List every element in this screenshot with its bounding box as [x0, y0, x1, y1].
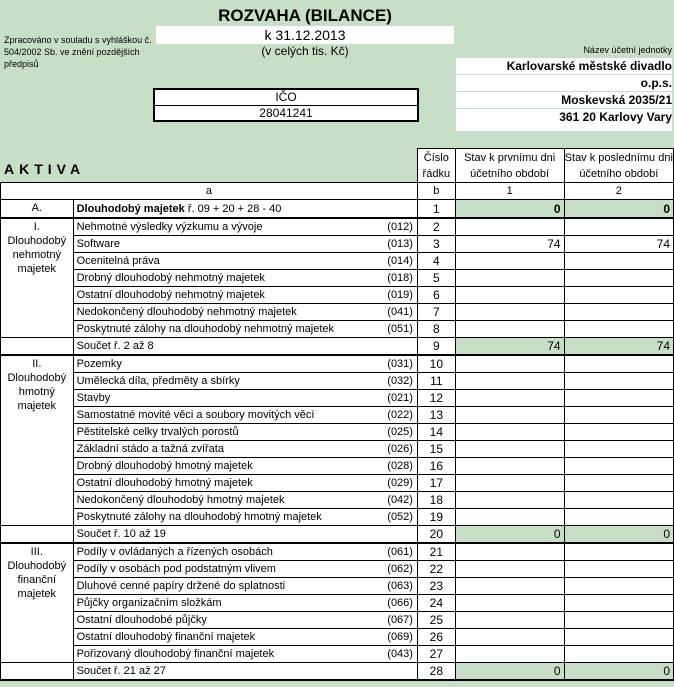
- row-number: 20: [417, 526, 455, 544]
- table-row: [1, 373, 674, 390]
- row-label: Základní stádo a tažná zvířata: [76, 443, 224, 455]
- account-code: (063): [387, 580, 413, 592]
- account-code: (025): [387, 426, 413, 438]
- row-number: 2: [417, 218, 455, 236]
- row-label: Pořizovaný dlouhodobý finanční majetek: [76, 648, 275, 660]
- row-label: Nehmotné výsledky výzkumu a vývoje: [76, 221, 263, 233]
- table-row: [1, 578, 674, 595]
- account-code: (021): [387, 392, 413, 404]
- value-first-day: [455, 475, 564, 492]
- value-last-day: [564, 424, 673, 441]
- table-row: [1, 355, 674, 373]
- account-code: (051): [387, 323, 413, 335]
- value-last-day: [564, 253, 673, 270]
- value-first-day: [455, 612, 564, 629]
- row-name: [73, 338, 417, 356]
- section-name: Dlouhodobý hmotný majetek: [7, 372, 67, 412]
- value-first-day: [455, 424, 564, 441]
- value-first-day: [455, 629, 564, 646]
- row-name: [73, 458, 417, 475]
- table-row: [1, 561, 674, 578]
- account-code: (028): [387, 460, 413, 472]
- value-first-day: 0: [455, 663, 564, 681]
- value-last-day: 0: [564, 200, 673, 219]
- account-code: (061): [387, 546, 413, 558]
- row-number: 9: [417, 338, 455, 356]
- row-name: [73, 475, 417, 492]
- org-address-line: Moskevská 2035/21: [456, 91, 672, 109]
- value-last-day: 74: [564, 236, 673, 253]
- table-row: [1, 458, 674, 475]
- row-label: Umělecká díla, předměty a sbírky: [76, 375, 240, 387]
- row-number: 3: [417, 236, 455, 253]
- row-name: [73, 424, 417, 441]
- value-first-day: [455, 509, 564, 526]
- table-row: [1, 441, 674, 458]
- account-code: (042): [387, 494, 413, 506]
- value-first-day: [455, 270, 564, 287]
- col-first-day-header: Stav k prvnímu dni účetního období: [455, 149, 564, 183]
- row-label: Nedokončený dlouhodobý nehmotný majetek: [76, 306, 297, 318]
- org-name-line: o.p.s.: [456, 74, 672, 92]
- row-label: Ostatní dlouhodobý finanční majetek: [76, 631, 256, 643]
- table-row: [1, 424, 674, 441]
- table-row: [1, 270, 674, 287]
- value-last-day: [564, 270, 673, 287]
- row-name: [73, 287, 417, 304]
- row-number: 27: [417, 646, 455, 663]
- value-last-day: [564, 543, 673, 561]
- row-number: 18: [417, 492, 455, 509]
- table-row: [1, 287, 674, 304]
- row-number: 5: [417, 270, 455, 287]
- row-label: Součet ř. 21 až 27: [76, 665, 166, 677]
- sum-spacer: [1, 338, 74, 356]
- row-label: Nedokončený dlouhodobý hmotný majetek: [76, 494, 285, 506]
- row-number: 6: [417, 287, 455, 304]
- table-row: [1, 200, 674, 219]
- value-last-day: [564, 612, 673, 629]
- row-name: [73, 543, 417, 561]
- value-first-day: [455, 441, 564, 458]
- value-last-day: [564, 492, 673, 509]
- org-address-line: 361 20 Karlovy Vary: [456, 108, 672, 131]
- value-last-day: [564, 407, 673, 424]
- col-last-day-header: Stav k poslednímu dni účetního období: [564, 149, 673, 183]
- value-first-day: [455, 373, 564, 390]
- value-last-day: [564, 218, 673, 236]
- value-first-day: [455, 561, 564, 578]
- table-row: [1, 475, 674, 492]
- row-name: [73, 407, 417, 424]
- ico-box: [153, 88, 419, 122]
- account-code: (041): [387, 306, 413, 318]
- row-label: Ocenitelná práva: [76, 255, 160, 267]
- row-number: 28: [417, 663, 455, 681]
- account-code: (012): [387, 221, 413, 233]
- value-last-day: [564, 321, 673, 338]
- row-name: [73, 218, 417, 236]
- report-units: (v celých tis. Kč): [261, 44, 349, 58]
- account-code: (014): [387, 255, 413, 267]
- row-name: [73, 509, 417, 526]
- row-number: 4: [417, 253, 455, 270]
- section-number: A.: [31, 202, 42, 214]
- ico-label: IČO: [155, 90, 417, 106]
- account-code: (067): [387, 614, 413, 626]
- section-label-a: [1, 200, 74, 219]
- table-row: [1, 218, 674, 236]
- row-number: 21: [417, 543, 455, 561]
- row-label: Podíly v ovládaných a řízených osobách: [76, 546, 273, 558]
- col-a-label: a: [1, 183, 418, 200]
- account-code: (043): [387, 648, 413, 660]
- sum-spacer: [1, 663, 74, 681]
- section-name: Dlouhodobý nehmotný majetek: [7, 235, 67, 275]
- value-first-day: [455, 355, 564, 373]
- value-first-day: [455, 321, 564, 338]
- section-number: I.: [33, 221, 40, 233]
- row-label: Drobný dlouhodobý nehmotný majetek: [76, 272, 265, 284]
- row-number: 10: [417, 355, 455, 373]
- account-code: (062): [387, 563, 413, 575]
- table-row: [1, 526, 674, 544]
- value-last-day: [564, 509, 673, 526]
- row-name: [73, 321, 417, 338]
- value-last-day: 74: [564, 338, 673, 356]
- row-number: 23: [417, 578, 455, 595]
- value-last-day: [564, 629, 673, 646]
- value-last-day: [564, 355, 673, 373]
- account-code: (069): [387, 631, 413, 643]
- org-name-line: Karlovarské městské divadlo: [456, 57, 672, 75]
- row-name: [73, 646, 417, 663]
- table-row: [1, 663, 674, 681]
- row-label: Poskytnuté zálohy na dlouhodobý nehmotný majetek: [76, 323, 335, 335]
- value-first-day: [455, 646, 564, 663]
- row-name: [73, 200, 417, 219]
- row-number: 1: [417, 200, 455, 219]
- section-label-i: [1, 218, 74, 338]
- row-label: Ostatní dlouhodobé půjčky: [76, 614, 207, 626]
- table-row: [1, 509, 674, 526]
- row-number: 7: [417, 304, 455, 321]
- header-spacer: [1, 149, 418, 183]
- row-label: Drobný dlouhodobý hmotný majetek: [76, 460, 253, 472]
- row-name: [73, 526, 417, 544]
- table-row: [1, 338, 674, 356]
- col-2-label: 2: [564, 183, 673, 200]
- row-number: 11: [417, 373, 455, 390]
- value-first-day: [455, 304, 564, 321]
- row-number: 19: [417, 509, 455, 526]
- row-label: Samostatné movité věci a soubory movitých věcí: [76, 409, 315, 421]
- row-number: 24: [417, 595, 455, 612]
- row-label: Pozemky: [76, 358, 122, 370]
- value-last-day: [564, 287, 673, 304]
- table-row: [1, 646, 674, 663]
- row-name: [73, 304, 417, 321]
- row-name: [73, 253, 417, 270]
- value-first-day: [455, 253, 564, 270]
- value-first-day: [455, 287, 564, 304]
- value-first-day: 0: [455, 526, 564, 544]
- row-label: Součet ř. 10 až 19: [76, 528, 166, 540]
- row-label: Poskytnuté zálohy na dlouhodobý hmotný majetek: [76, 511, 322, 523]
- row-label: Stavby: [76, 392, 111, 404]
- row-name: [73, 355, 417, 373]
- value-first-day: [455, 595, 564, 612]
- row-name: [73, 578, 417, 595]
- table-row: [1, 390, 674, 407]
- value-first-day: [455, 390, 564, 407]
- value-last-day: [564, 578, 673, 595]
- value-first-day: [455, 218, 564, 236]
- report-title: ROZVAHA (BILANCE): [218, 6, 392, 25]
- row-number: 14: [417, 424, 455, 441]
- row-name: [73, 629, 417, 646]
- section-label-ii: [1, 355, 74, 526]
- value-first-day: [455, 543, 564, 561]
- value-first-day: 74: [455, 236, 564, 253]
- account-code: (052): [387, 511, 413, 523]
- account-code: (019): [387, 289, 413, 301]
- row-name: [73, 561, 417, 578]
- table-row: [1, 321, 674, 338]
- table-row: [1, 492, 674, 509]
- value-first-day: [455, 492, 564, 509]
- row-number: 15: [417, 441, 455, 458]
- row-name: [73, 270, 417, 287]
- value-last-day: 0: [564, 526, 673, 544]
- row-number: 25: [417, 612, 455, 629]
- row-formula: ř. 09 + 20 + 28 - 40: [184, 202, 282, 215]
- value-last-day: [564, 561, 673, 578]
- col-1-label: 1: [455, 183, 564, 200]
- account-code: (018): [387, 272, 413, 284]
- col-row-number-header: Číslo řádku: [417, 149, 455, 183]
- row-name: [73, 441, 417, 458]
- account-code: (022): [387, 409, 413, 421]
- legal-note: Zpracováno v souladu s vyhláškou č. 504/2002 Sb. ve znění pozdějších předpisů: [4, 35, 152, 69]
- row-label: Podíly v osobách pod podstatným vlivem: [76, 563, 276, 575]
- table-row: [1, 407, 674, 424]
- row-number: 8: [417, 321, 455, 338]
- account-code: (031): [387, 358, 413, 370]
- row-name: [73, 492, 417, 509]
- row-name: [73, 663, 417, 681]
- row-label: Půjčky organizačním složkám: [76, 597, 222, 609]
- section-title: AKTIVA: [4, 161, 86, 177]
- row-number: 22: [417, 561, 455, 578]
- value-last-day: 0: [564, 663, 673, 681]
- account-code: (026): [387, 443, 413, 455]
- row-number: 13: [417, 407, 455, 424]
- row-number: 12: [417, 390, 455, 407]
- row-name: [73, 236, 417, 253]
- col-b-label: b: [417, 183, 455, 200]
- row-name: [73, 373, 417, 390]
- account-code: (029): [387, 477, 413, 489]
- section-name: Dlouhodobý finanční majetek: [7, 560, 67, 600]
- row-label: Ostatní dlouhodobý hmotný majetek: [76, 477, 253, 489]
- sum-spacer: [1, 526, 74, 544]
- table-row: [1, 612, 674, 629]
- account-code: (032): [387, 375, 413, 387]
- value-first-day: [455, 578, 564, 595]
- table-row: [1, 629, 674, 646]
- row-label: Software: [76, 238, 121, 250]
- account-code: (013): [387, 238, 413, 250]
- report-date: k 31.12.2013: [156, 26, 454, 44]
- value-last-day: [564, 475, 673, 492]
- row-number: 26: [417, 629, 455, 646]
- row-label: Dlouhodobý majetek: [76, 202, 185, 215]
- value-first-day: 0: [455, 200, 564, 219]
- row-number: 16: [417, 458, 455, 475]
- value-last-day: [564, 373, 673, 390]
- row-name: [73, 390, 417, 407]
- value-last-day: [564, 458, 673, 475]
- value-last-day: [564, 646, 673, 663]
- table-row: [1, 304, 674, 321]
- ico-value: 28041241: [259, 106, 313, 120]
- row-name: [73, 612, 417, 629]
- value-first-day: 74: [455, 338, 564, 356]
- row-label: Pěstitelské celky trvalých porostů: [76, 426, 239, 438]
- section-number: II.: [32, 358, 42, 370]
- table-row: [1, 253, 674, 270]
- balance-table: [0, 148, 674, 681]
- table-row: [1, 543, 674, 561]
- row-number: 17: [417, 475, 455, 492]
- org-label: Název účetní jednotky: [583, 45, 672, 55]
- account-code: (066): [387, 597, 413, 609]
- section-label-iii: [1, 543, 74, 663]
- row-label: Součet ř. 2 až 8: [76, 340, 154, 352]
- value-last-day: [564, 595, 673, 612]
- row-label: Ostatní dlouhodobý nehmotný majetek: [76, 289, 265, 301]
- value-last-day: [564, 441, 673, 458]
- row-label: Dluhové cenné papíry držené do splatnosti: [76, 580, 286, 592]
- value-last-day: [564, 304, 673, 321]
- section-number: III.: [30, 546, 43, 558]
- value-first-day: [455, 407, 564, 424]
- table-row: [1, 236, 674, 253]
- value-first-day: [455, 458, 564, 475]
- row-name: [73, 595, 417, 612]
- table-row: [1, 595, 674, 612]
- value-last-day: [564, 390, 673, 407]
